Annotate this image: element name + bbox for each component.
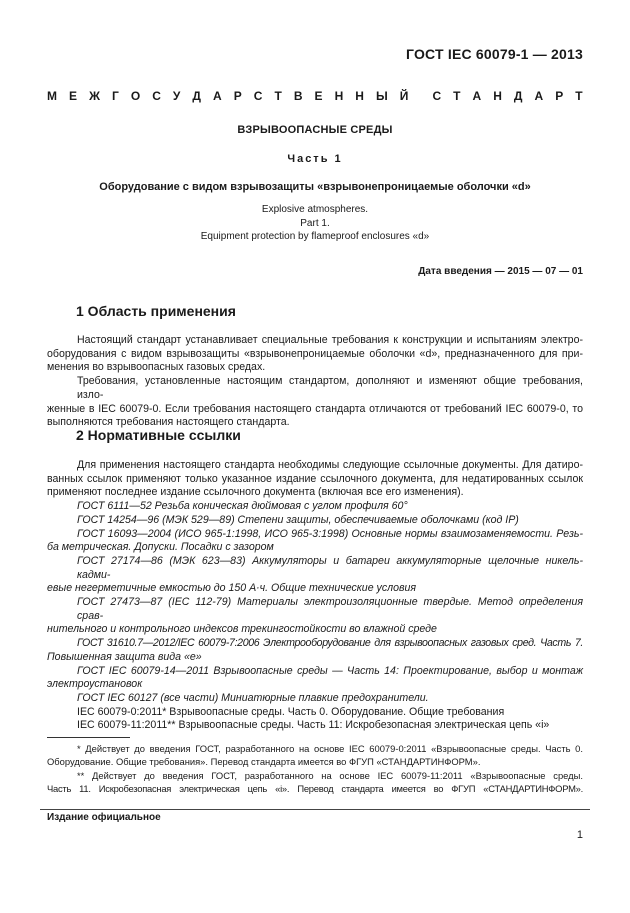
footnote-line: * Действует до введения ГОСТ, разработанного на основе IEC 60079-0:2011 «Взрывоопасные среды. Часть 0. (77, 743, 583, 754)
banner-letter: Е (314, 89, 323, 103)
banner-letter: Р (233, 89, 242, 103)
body-line: применяют последнее издание ссылочного документа (включая все его изменения). (47, 486, 464, 499)
body-line: ванных ссылок применяют только указанное издание ссылочного документа, для недатированных ссылок (47, 472, 583, 485)
body-line: Настоящий стандарт устанавливает специальные требования к конструкции и испытаниям электро- (77, 334, 583, 346)
body-line: Требования, установленные настоящим стандартом, дополняют и изменяют общие требования, изло- (77, 375, 583, 401)
english-title-line: Equipment protection by flameproof enclosures «d» (200, 231, 430, 242)
banner-letter: Н (355, 89, 364, 103)
reference-line: ГОСТ 27174—86 (МЭК 623—83) Аккумуляторы и батареи аккумуляторные щелочные никель-кадми- (77, 554, 583, 581)
banner-letter: Д (192, 89, 201, 103)
body-line: выполняются требования настоящего стандарта. (47, 416, 290, 429)
body-line: женные в IEC 60079-0. Если требования настоящего стандарта отличаются от требований IEC 60079-0, то (47, 402, 583, 415)
banner-letter: С (152, 89, 161, 103)
reference-line: ГОСТ 16093—2004 (ИСО 965-1:1998, ИСО 965-3:1998) Основные нормы взаимозаменяемости. Резь- (77, 527, 583, 540)
banner-letter: Т (274, 89, 282, 103)
banner-letter: У (172, 89, 181, 103)
reference-line: IEC 60079-0:2011* Взрывоопасные среды. Часть 0. Оборудование. Общие требования (77, 705, 505, 718)
banner-letter: Н (334, 89, 344, 103)
footnote-line: Часть 11. Искробезопасная электрическая цепь «i». Перевод стандарта имеется во ФГУП «СТАНДАРТИНФОРМ». (47, 783, 583, 795)
reference-line: ГОСТ IEC 60127 (все части) Миниатюрные плавкие предохранители. (77, 691, 429, 704)
banner-letter: А (472, 89, 482, 103)
page-number: 1 (576, 829, 583, 841)
reference-line: IEC 60079-11:2011** Взрывоопасные среды. Часть 11: Искробезопасная электрическая цепь «i» (77, 719, 550, 732)
banner-letter: Т (575, 89, 583, 103)
english-title-block (40, 203, 590, 244)
banner-letter: Ы (375, 89, 388, 103)
banner-letter: С (253, 89, 263, 103)
reference-line: ба метрическая. Допуски. Посадки с зазором (47, 541, 274, 554)
banner-letter: Ж (89, 89, 100, 103)
footnote-line: ** Действует до введения ГОСТ, разработанного на основе IEC 60079-11:2011 «Взрывоопасные среды. (77, 769, 583, 781)
english-title-line: Explosive atmospheres. (261, 204, 369, 215)
footnotes (47, 742, 583, 796)
reference-line: ГОСТ 14254—96 (МЭК 529—89) Степени защиты, обеспечиваемые оболочками (код IP) (77, 513, 519, 526)
document-part: Часть 1 (287, 153, 343, 165)
document-subtitle: Оборудование с видом взрывозащиты «взрывонепроницаемые оболочки «d» (99, 181, 531, 193)
section-1-heading: 1 Область применения (76, 303, 236, 319)
reference-line: электроустановок (47, 678, 143, 691)
reference-line: ГОСТ 31610.7—2012/IEC 60079-7:2006 Электрооборудование для взрывоопасных газовых сред. Часть 7. (77, 637, 583, 650)
body-line: оборудования с видом взрывозащиты «взрывонепроницаемые оболочки «d», предназначенного для при- (47, 347, 583, 360)
section-2-body (47, 459, 583, 733)
english-title-line: Part 1. (300, 217, 330, 229)
banner-letter: М (47, 89, 57, 103)
banner-letter: А (534, 89, 544, 103)
banner-letter: А (212, 89, 222, 103)
banner-letter: Е (69, 89, 78, 103)
body-line: менения во взрывоопасных газовых средах. (47, 361, 266, 374)
section-2-heading: 2 Нормативные ссылки (76, 427, 241, 443)
section-1-body (47, 334, 583, 430)
reference-line: евые негерметичные емкостью до 150 А·ч. Общие технические условия (47, 582, 417, 595)
reference-line: Повышенная защита вида «е» (47, 650, 202, 663)
footnote-line: Оборудование. Общие требования». Перевод стандарта имеется во ФГУП «СТАНДАРТИНФОРМ». (47, 756, 481, 768)
official-edition-label: Издание официальное (47, 812, 161, 823)
banner-letter: Д (513, 89, 523, 103)
banner-letter: Н (493, 89, 502, 103)
standard-designation: ГОСТ IEC 60079-1 — 2013 (406, 46, 583, 62)
interstate-standard-banner (47, 89, 583, 103)
reference-line: нительного и контрольного индексов трекингостойкости во влажной среде (47, 623, 437, 636)
document-title: ВЗРЫВООПАСНЫЕ СРЕДЫ (237, 124, 393, 136)
banner-letter: Т (453, 89, 461, 103)
banner-letter: С (432, 89, 442, 103)
banner-letter: Й (399, 89, 409, 103)
body-line: Для применения настоящего стандарта необходимы следующие ссылочные документы. Для датиро- (77, 459, 583, 471)
footnote-separator (47, 737, 130, 738)
reference-line: ГОСТ 6111—52 Резьба коническая дюймовая с углом профиля 60° (77, 500, 408, 513)
footer-separator (40, 809, 590, 810)
reference-line: ГОСТ IEC 60079-14—2011 Взрывоопасные среды — Часть 14: Проектирование, выбор и монтаж (77, 664, 583, 677)
banner-letter: Г (111, 89, 119, 103)
introduction-date: Дата введения — 2015 — 07 — 01 (418, 266, 583, 277)
banner-letter: Р (555, 89, 564, 103)
reference-line: ГОСТ 27473—87 (IEC 112-79) Материалы электроизоляционные твердые. Метод определения срав- (77, 596, 583, 622)
banner-letter: О (130, 89, 141, 103)
banner-letter: В (293, 89, 303, 103)
